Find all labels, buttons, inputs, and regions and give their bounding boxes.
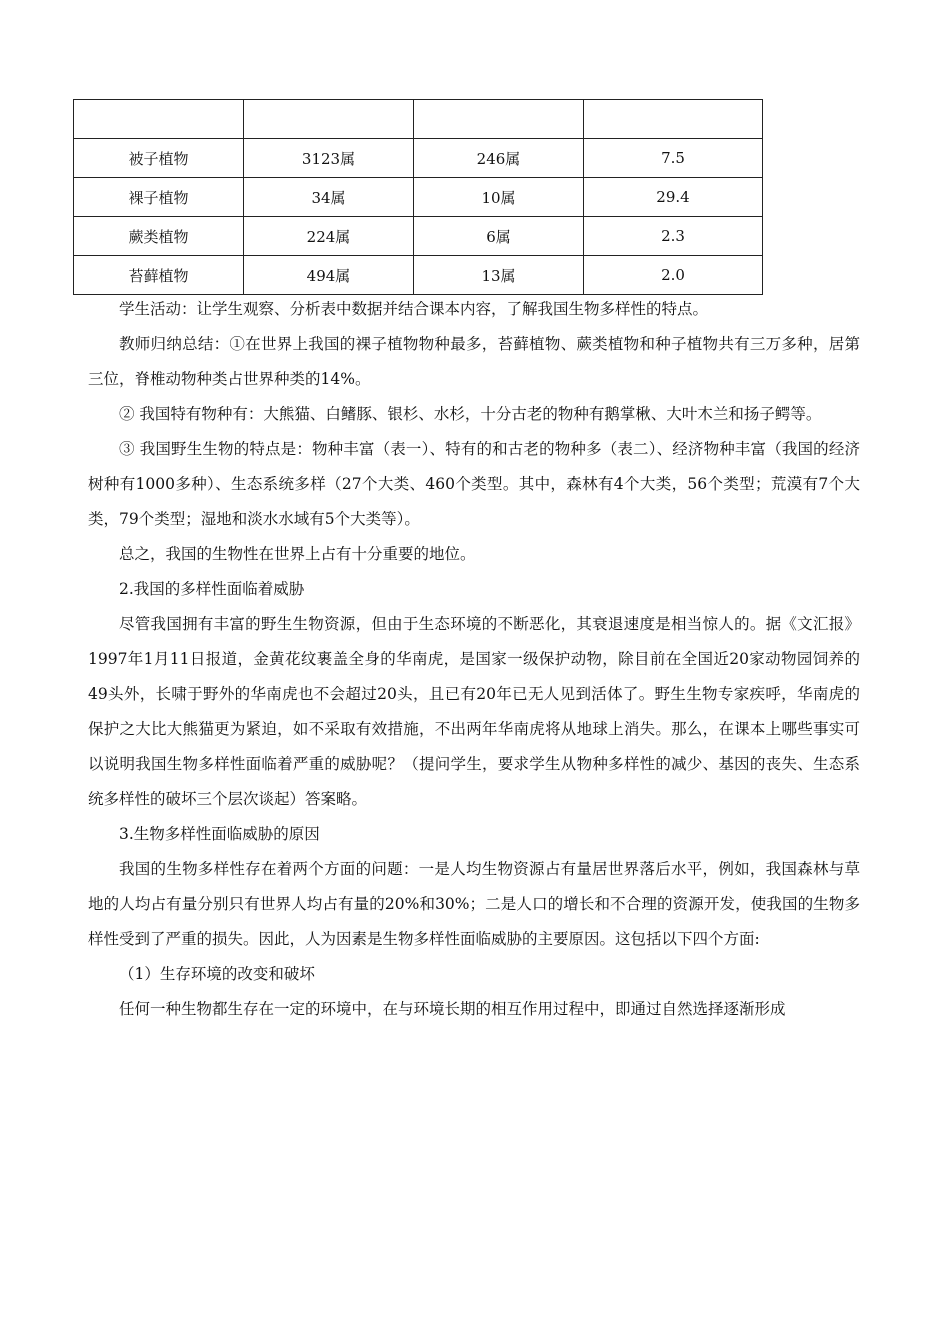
- table-header-cell: [584, 100, 763, 139]
- paragraph-south-china-tiger: 尽管我国拥有丰富的野生生物资源，但由于生态环境的不断恶化，其衰退速度是相当惊人的。据《文汇报》1997年1月11日报道，金黄花纹裹盖全身的华南虎，是国家一级保护动物，除目前在全国近20家动物园饲养的49头外，长啸于野外的华南虎也不会超过20头，且已有20年已无人见到活体了。野生生物专家疾呼，华南虎的保护之大比大熊猫更为紧迫，如不采取有效措施，不出两年华南虎将从地球上消失。那么，在课本上哪些事实可以说明我国生物多样性面临着严重的威胁呢？（提问学生，要求学生从物种多样性的减少、基因的丧失、生态系统多样性的破坏三个层次谈起）答案略。: [88, 615, 860, 808]
- table-cell: 29.4: [584, 178, 763, 217]
- table-cell: 3123属: [244, 139, 414, 178]
- table-cell: 246属: [414, 139, 584, 178]
- table-cell: 494属: [244, 256, 414, 295]
- paragraph-conclusion: 总之，我国的生物性在世界上占有十分重要的地位。: [119, 545, 476, 563]
- paragraph-teacher-summary: 教师归纳总结：①在世界上我国的裸子植物物种最多，苔藓植物、蕨类植物和种子植物共有三万多种，居第三位，脊椎动物种类占世界种类的14%。: [88, 335, 860, 388]
- table-cell: 34属: [244, 178, 414, 217]
- paragraph-endemic-species: ② 我国特有物种有：大熊猫、白鳍豚、银杉、水杉，十分古老的物种有鹅掌楸、大叶木兰和扬子鳄等。: [119, 405, 822, 423]
- table-cell: 2.3: [584, 217, 763, 256]
- table-cell: 224属: [244, 217, 414, 256]
- paragraph-wildlife-features: ③ 我国野生生物的特点是：物种丰富（表一）、特有的和古老的物种多（表二）、经济物种丰富（我国的经济树种有1000多种）、生态系统多样（27个大类、460个类型。其中，森林有4个大类，56个类型；荒漠有7个大类，79个类型；湿地和淡水水域有5个大类等）。: [88, 440, 860, 528]
- table-row: [74, 256, 763, 295]
- table-cell: 6属: [414, 217, 584, 256]
- table-cell: 蕨类植物: [74, 217, 244, 256]
- table-header-cell: [74, 100, 244, 139]
- paragraph-environment: 任何一种生物都生存在一定的环境中，在与环境长期的相互作用过程中，即通过自然选择逐渐形成: [119, 1000, 786, 1018]
- table-header-cell: [244, 100, 414, 139]
- section-heading-3: 3.生物多样性面临威胁的原因: [119, 825, 320, 843]
- paragraph-threat-causes: 我国的生物多样性存在着两个方面的问题：一是人均生物资源占有量居世界落后水平，例如，我国森林与草地的人均占有量分别只有世界人均占有量的20%和30%；二是人口的增长和不合理的资源开发，使我国的生物多样性受到了严重的损失。因此，人为因素是生物多样性面临威胁的主要原因。这包括以下四个方面:: [88, 860, 860, 948]
- section-heading-2: 2.我国的多样性面临着威胁: [119, 580, 305, 598]
- paragraph-student-activity: 学生活动：让学生观察、分析表中数据并结合课本内容，了解我国生物多样性的特点。: [119, 300, 709, 318]
- table-cell: 7.5: [584, 139, 763, 178]
- table-cell: 2.0: [584, 256, 763, 295]
- plant-genera-table: [73, 99, 763, 295]
- table-cell: 被子植物: [74, 139, 244, 178]
- table-row: [74, 139, 763, 178]
- table-cell: 苔藓植物: [74, 256, 244, 295]
- table-row: [74, 178, 763, 217]
- table-header-row: [74, 100, 763, 139]
- table-row: [74, 217, 763, 256]
- table-cell: 10属: [414, 178, 584, 217]
- table-header-cell: [414, 100, 584, 139]
- subheading-1: （1）生存环境的改变和破坏: [119, 965, 315, 983]
- table-cell: 13属: [414, 256, 584, 295]
- table-cell: 裸子植物: [74, 178, 244, 217]
- body-text: [88, 292, 860, 1027]
